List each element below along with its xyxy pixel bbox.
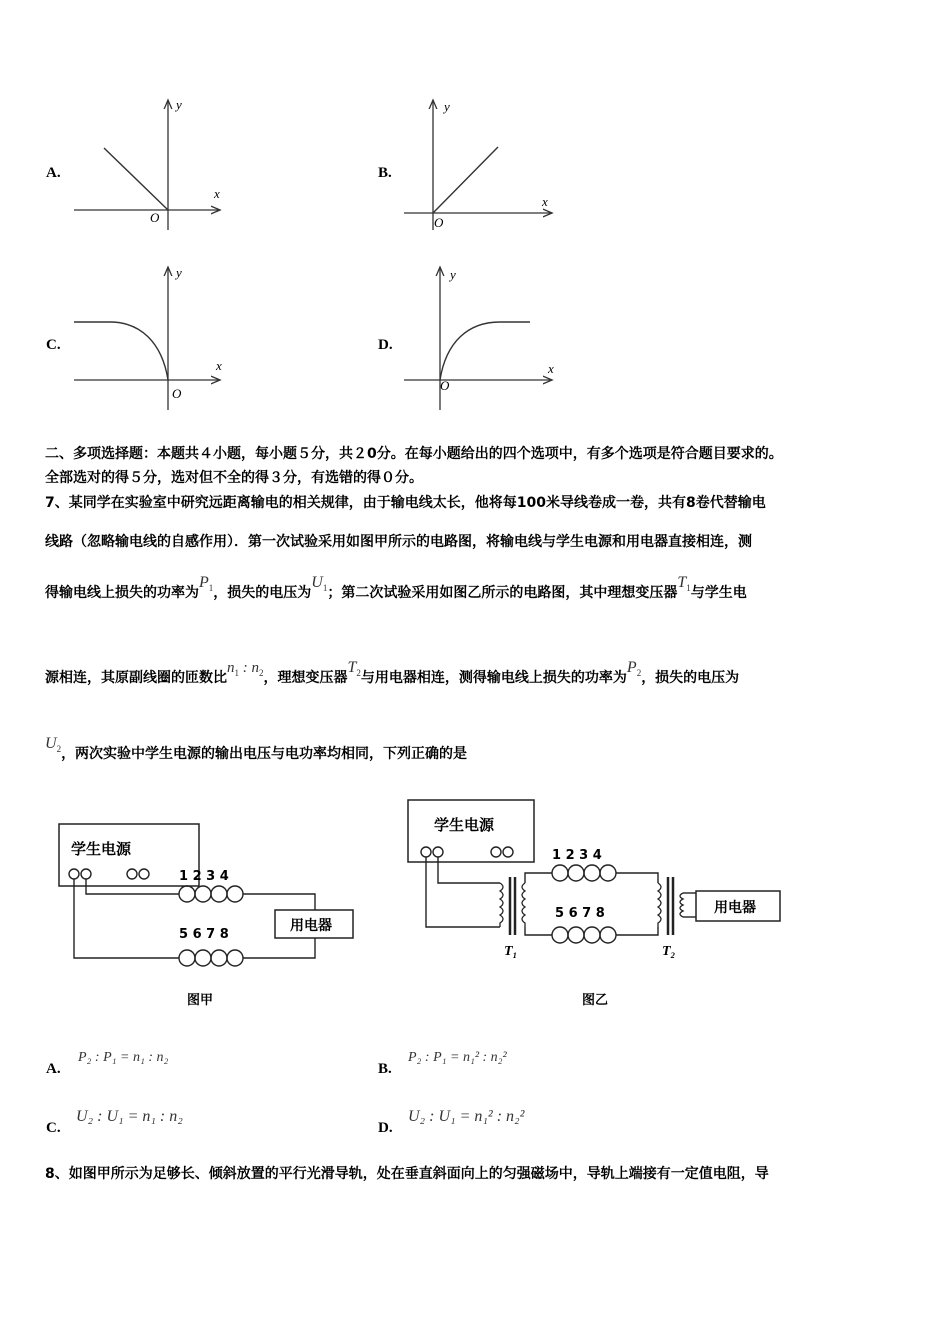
terminal (69, 869, 79, 879)
circuit-figure-a (55, 818, 365, 1018)
q7-option-d-text: U₂ : U₁ = n₁² : n₂² (408, 1108, 525, 1125)
coil-bottom-label: 5 6 7 8 (555, 906, 605, 921)
origin-label: O (440, 378, 450, 393)
coil-1-4 (179, 886, 243, 902)
power-supply-label: 学生电源 (71, 840, 132, 858)
terminal (491, 847, 501, 857)
caption-figure-a: 图甲 (187, 993, 214, 1008)
terminal (433, 847, 443, 857)
t2-secondary-winding (680, 893, 683, 917)
option-a-letter: A. (46, 165, 61, 181)
q7-option-d-letter: D. (378, 1120, 393, 1136)
option-c-letter: C. (46, 337, 61, 353)
y-label: y (450, 267, 456, 282)
section2-line2: 全部选对的得５分，选对但不全的得３分，有选错的得０分。 (45, 470, 423, 486)
power-supply-label: 学生电源 (434, 816, 495, 834)
x-label: x (548, 361, 554, 376)
circuit-figure-b (400, 795, 820, 1015)
q7-line2: 线路（忽略输电线的自感作用）．第一次试验采用如图甲所示的电路图，将输电线与学生电源和用电器直接相连，测 (45, 534, 752, 550)
q7-option-a-letter: A. (46, 1061, 61, 1077)
q7-line5: $U_2$，两次实验中学生电源的输出电压与电功率均相同，下列正确的是 (45, 735, 468, 762)
coil-5-8 (552, 927, 616, 943)
y-label: y (176, 97, 182, 112)
terminal (127, 869, 137, 879)
x-label: x (214, 186, 220, 201)
t2-label: T₂ (662, 944, 676, 959)
load-label: 用电器 (714, 900, 756, 916)
graph-b-line (433, 147, 498, 213)
terminal (421, 847, 431, 857)
load-label: 用电器 (290, 918, 332, 934)
origin-label: O (150, 210, 160, 225)
q8-line1: 8、如图甲所示为足够长、倾斜放置的平行光滑导轨，处在垂直斜面向上的匀强磁场中，导轨上端接有一定值电阻，导 (45, 1166, 769, 1182)
q7-option-c-text: U₂ : U₁ = n₁ : n₂ (76, 1108, 183, 1125)
q7-line1: 7、某同学在实验室中研究远距离输电的相关规律，由于输电线太长，他将每100米导线卷成一卷，共有8卷代替输电 (45, 495, 766, 511)
t1-secondary-winding (522, 883, 525, 927)
t1-label: T₁ (504, 944, 518, 959)
q7-option-c-letter: C. (46, 1120, 61, 1136)
coil-top-label: 1 2 3 4 (552, 848, 602, 863)
t2-primary-winding (658, 883, 661, 927)
x-label: x (216, 358, 222, 373)
q7-line3: 得输电线上损失的功率为$P_1$，损失的电压为$U_1$；第二次试验采用如图乙所示的电路图，其中理想变压器$T_1$与学生电 (45, 574, 747, 601)
section2-line1: 二、多项选择题：本题共４小题，每小题５分，共２0分。在每小题给出的四个选项中，有多个选项是符合题目要求的。 (45, 446, 783, 462)
x-label: x (542, 194, 548, 209)
q7-option-b-text: P₂ : P₁ = n₁² : n₂² (408, 1050, 507, 1065)
terminal (503, 847, 513, 857)
terminal (81, 869, 91, 879)
q7-line4: 源相连，其原副线圈的匝数比$n_1$ : $n_2$，理想变压器$T_2$与用电器相连，测得输电线上损失的功率为$P_2$，损失的电压为 (45, 659, 740, 686)
q7-option-b-letter: B. (378, 1061, 392, 1077)
origin-label: O (172, 386, 182, 401)
graph-a-line (104, 148, 168, 210)
graph-c (70, 262, 240, 412)
y-label: y (444, 99, 450, 114)
coil-5-8 (179, 950, 243, 966)
origin-label: O (434, 215, 444, 230)
coil-1-4 (552, 865, 616, 881)
y-label: y (176, 265, 182, 280)
graph-b (400, 95, 570, 230)
q7-option-a-text: P₂ : P₁ = n₁ : n₂ (78, 1050, 169, 1065)
graph-d (400, 262, 570, 412)
option-d-letter: D. (378, 337, 393, 353)
t1-primary-winding (500, 883, 503, 927)
coil-top-label: 1 2 3 4 (179, 869, 229, 884)
coil-bottom-label: 5 6 7 8 (179, 927, 229, 942)
graph-d-curve (440, 322, 530, 380)
option-b-letter: B. (378, 165, 392, 181)
caption-figure-b: 图乙 (582, 993, 609, 1008)
graph-a (70, 95, 240, 230)
graph-c-curve (74, 322, 168, 380)
terminal (139, 869, 149, 879)
